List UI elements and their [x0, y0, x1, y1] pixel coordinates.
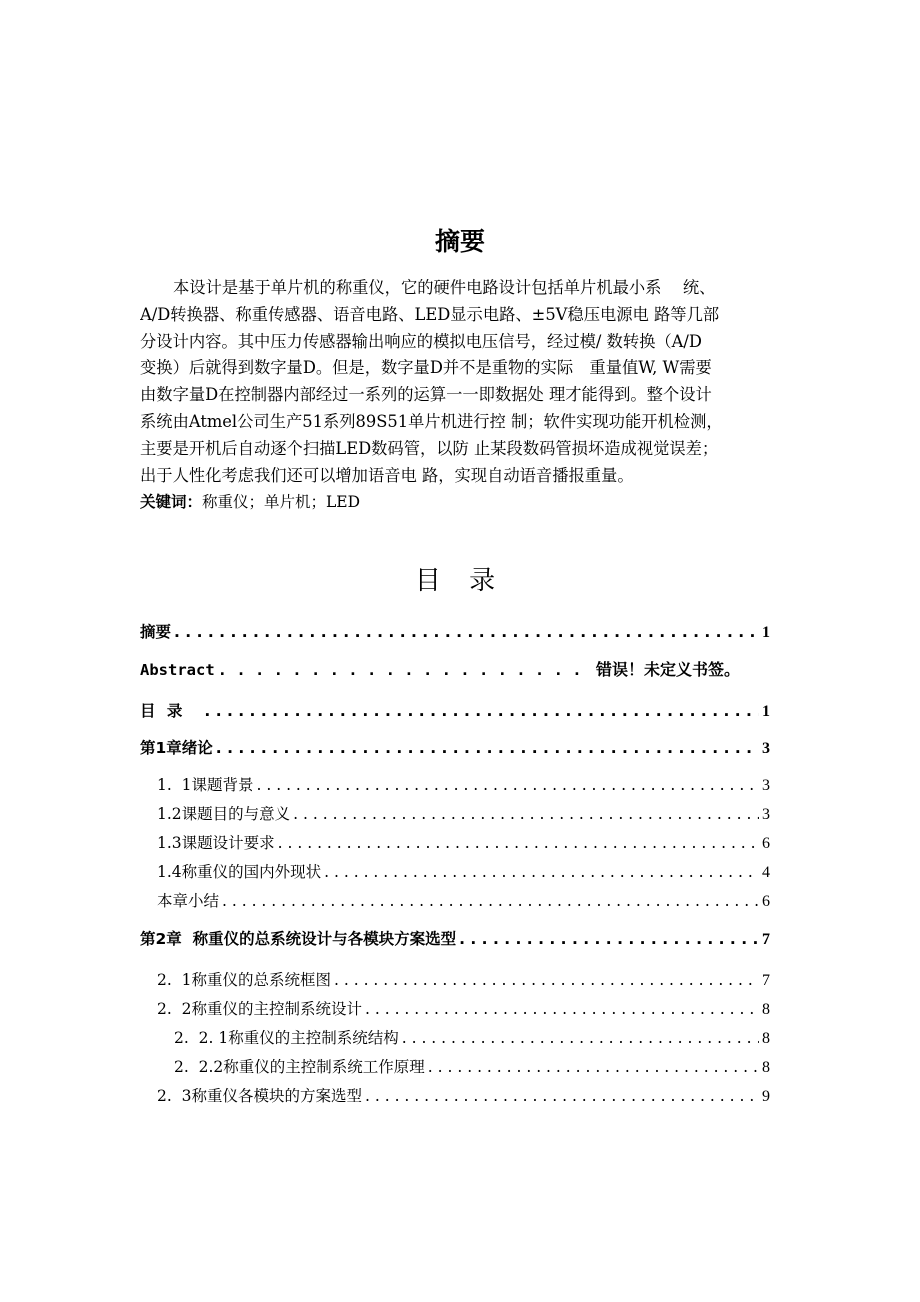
toc-leader-dots — [278, 834, 759, 852]
toc-entry-label: 第2章 称重仪的总系统设计与各模块方案选型 — [140, 930, 457, 948]
toc-entry-page: 3 — [762, 777, 770, 794]
toc-entry-page: 8 — [762, 1001, 770, 1018]
toc-leader-dots — [174, 623, 759, 641]
toc-entry-page: 错误！未定义书签。 — [595, 662, 740, 679]
abstract-line: 分设计内容。其中压力传感器输出响应的模拟电压信号，经过模/ 数转换（A/D — [140, 331, 702, 351]
abstract-line: 系统由Atmel公司生产51系列89S51单片机进行控 制；软件实现功能开机检测， — [140, 411, 723, 431]
keywords-label: 关键词： — [140, 493, 203, 512]
toc-title: 目 录 — [414, 566, 506, 596]
toc-entry-page: 1 — [762, 703, 770, 720]
abstract-line: 主要是开机后自动逐个扫描LED数码管，以防 止某段数码管损坏造成视觉误差； — [140, 438, 719, 458]
toc-entry-label: 目 录 — [140, 702, 183, 720]
toc-entry[interactable] — [157, 889, 770, 911]
toc-entry[interactable] — [140, 657, 740, 680]
toc-entry[interactable] — [140, 699, 770, 721]
toc-entry-label: Abstract — [140, 661, 215, 679]
abstract-line: 变换）后就得到数字量D。但是，数字量D并不是重物的实际 重量值W, W需要 — [140, 358, 712, 378]
toc-entry-page: 6 — [762, 893, 770, 910]
toc-entry-page: 3 — [762, 740, 770, 757]
toc-entry-label: 2. 2.2称重仪的主控制系统工作原理 — [174, 1058, 425, 1076]
toc-entry-page: 1 — [762, 624, 770, 641]
toc-entry-page: 8 — [762, 1059, 770, 1076]
abstract-line: 由数字量D在控制器内部经过一系列的运算一一即数据处 理才能得到。整个设计 — [140, 385, 712, 405]
toc-leader-dots — [365, 1000, 759, 1018]
toc-entry[interactable] — [157, 831, 770, 853]
toc-entry-page: 4 — [762, 864, 770, 881]
toc-entry[interactable] — [157, 1084, 770, 1106]
toc-entry[interactable] — [174, 1055, 770, 1077]
toc-entry-label: 2. 2称重仪的主控制系统设计 — [157, 1000, 363, 1018]
toc-entry-label: 1.4称重仪的国内外现状 — [157, 863, 322, 881]
toc-leader-dots — [324, 863, 759, 881]
toc-entry-label: 2. 3称重仪各模块的方案选型 — [157, 1087, 363, 1105]
toc-entry-label: 1. 1课题背景 — [157, 776, 254, 794]
toc-entry-label: 本章小结 — [157, 892, 220, 910]
toc-entry-label: 2. 1称重仪的总系统框图 — [157, 971, 332, 989]
toc-entry[interactable] — [157, 860, 770, 882]
toc-entry[interactable] — [140, 736, 770, 758]
toc-entry[interactable] — [157, 968, 770, 990]
abstract-line: 出于人性化考虑我们还可以增加语音电 路，实现自动语音播报重量。 — [140, 465, 634, 485]
toc-entry-label: 2. 2. 1称重仪的主控制系统结构 — [174, 1029, 399, 1047]
toc-leader-dots — [222, 892, 759, 910]
toc-entry[interactable] — [174, 1026, 770, 1048]
toc-leader-dots — [428, 1058, 759, 1076]
toc-leader-dots — [365, 1087, 759, 1105]
toc-entry[interactable] — [140, 927, 770, 949]
toc-leader-dots — [216, 739, 759, 757]
abstract-body — [140, 275, 792, 516]
abstract-title: 摘要 — [434, 227, 485, 256]
keywords — [140, 489, 792, 516]
toc-entry[interactable] — [157, 773, 770, 795]
toc-entry-page: 7 — [762, 972, 770, 989]
toc-entry[interactable] — [157, 997, 770, 1019]
toc-entry-label: 摘要 — [140, 623, 172, 641]
toc-entry-label: 1.3课题设计要求 — [157, 834, 275, 852]
toc-leader-dots — [402, 1029, 759, 1047]
toc-leader-dots — [334, 971, 759, 989]
toc-entry-page: 3 — [762, 806, 770, 823]
toc-entry-page: 9 — [762, 1088, 770, 1105]
toc-entry-label: 第1章绪论 — [140, 739, 213, 757]
abstract-line: A/D转换器、称重传感器、语音电路、LED显示电路、±5V稳压电源电 路等几部 — [140, 304, 720, 324]
toc-leader-dots — [218, 661, 593, 679]
abstract-line: 本设计是基于单片机的称重仪，它的硬件电路设计包括单片机最小系 统、 — [173, 278, 716, 297]
toc-entry[interactable] — [157, 802, 770, 824]
toc-leader-dots — [293, 805, 759, 823]
toc-leader-dots — [257, 776, 759, 794]
toc-entry[interactable] — [140, 620, 770, 642]
toc-entry-label: 1.2课题目的与意义 — [157, 805, 291, 823]
toc-entry-page: 8 — [762, 1030, 770, 1047]
keywords-text: 称重仪；单片机；LED — [202, 493, 361, 512]
toc-entry-page: 6 — [762, 835, 770, 852]
toc-leader-dots — [459, 930, 759, 948]
toc-entry-page: 7 — [762, 931, 770, 948]
toc-leader-dots — [204, 702, 759, 720]
